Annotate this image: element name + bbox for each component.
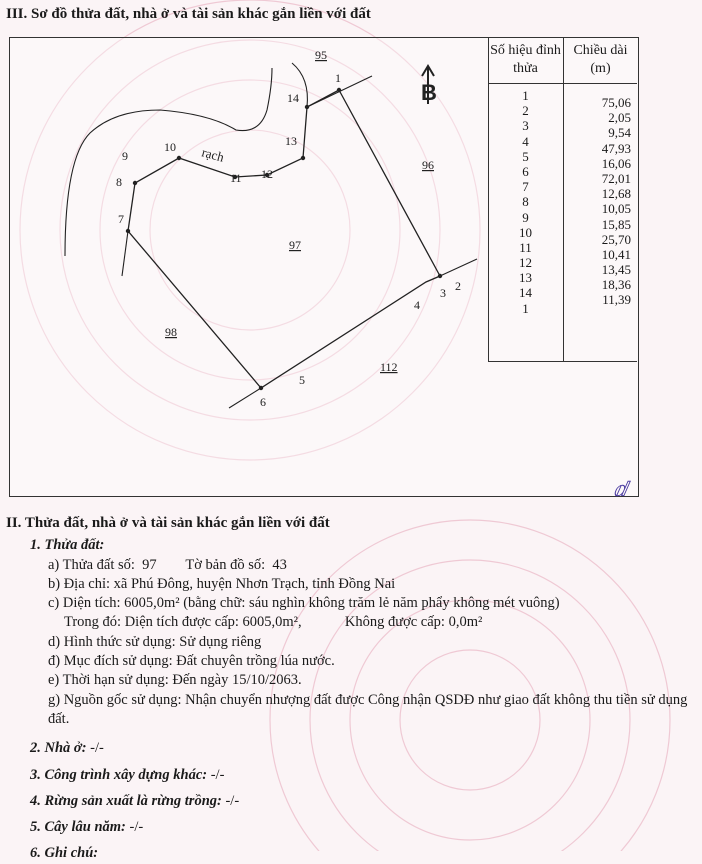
canal-edge-upper [65,68,272,256]
construction-label: 3. Công trình xây dựng khác: [30,766,208,783]
edge-length: 47,93 [601,140,631,156]
perennial-value: -/- [129,819,144,836]
parcel-label-96: 96 [422,158,434,172]
vertex-id: 3 [522,118,529,134]
north-letter: B [421,80,437,105]
initial-signature: ⅆ [613,479,628,501]
vertex-label-1: 1 [335,71,341,85]
origin-row: g) Nguồn gốc sử dụng: Nhận chuyển nhượng đất được Công nhận QSDĐ như giao đất không thu tiền sử dụng đất. [48,691,688,727]
parcel-label-97: 97 [289,238,301,252]
address-row: b) Địa chỉ: xã Phú Đông, huyện Nhơn Trạch, tỉnh Đồng Nai [48,575,396,592]
vertex-label-8: 8 [116,175,122,189]
vertex-id: 2 [522,103,529,119]
table-header-vertex: Số hiệu đỉnh thửa [488,37,564,84]
vertex-label-6: 6 [260,395,266,409]
land-heading: 1. Thửa đất: [30,537,105,554]
edge-length: 15,85 [601,216,631,232]
vertex-id: 4 [522,133,529,149]
section-2-title: II. Thửa đất, nhà ở và tài sản khác gắn liền với đất [6,515,330,531]
vertex-id: 12 [519,255,532,271]
parcel-label-112: 112 [380,360,398,374]
house-row [6,739,696,758]
notes-label: 6. Ghi chú: [30,845,99,862]
vertex-label-5: 5 [299,373,305,387]
construction-row [6,766,696,785]
edge-length-table [488,37,637,362]
parcel-boundary [128,90,440,388]
notes-row [6,844,696,863]
vertex-id: 1 [522,300,529,316]
edge-length: 9,54 [608,125,631,141]
section-3-title: III. Sơ đồ thửa đất, nhà ở và tài sản khác gắn liền với đất [6,6,371,22]
edge-length: 72,01 [601,170,631,186]
area-detail-row [6,613,696,632]
edge-length: 25,70 [601,231,631,247]
construction-value: -/- [210,766,225,783]
boundary-extension-left [122,231,128,276]
vertex-label-4: 4 [414,298,420,312]
canal-label: rạch [200,144,226,165]
parcel-label-98: 98 [165,325,177,339]
length-column [564,95,637,308]
edge-length: 11,39 [602,292,631,308]
vertex-id: 11 [519,239,532,255]
edge-length: 18,36 [601,277,631,293]
table-header-length: Chiều dài (m) [564,37,637,84]
boundary-extension-road [440,259,477,276]
boundary-extension-bottom [229,388,261,408]
house-value: -/- [90,740,104,757]
forest-label: 4. Rừng sản xuất là rừng trồng: [30,792,222,809]
vertex-id: 6 [522,163,529,179]
edge-length: 10,41 [601,246,631,262]
vertex-label-10: 10 [164,140,176,154]
edge-length: 2,05 [608,110,631,126]
granted-area: Trong đó: Diện tích được cấp: 6005,0m², [64,614,302,631]
vertex-label-2: 2 [455,279,461,293]
vertex-label-7: 7 [118,212,124,226]
vertex-label-3: 3 [440,286,446,300]
vertex-id: 13 [519,270,532,286]
vertex-label-14: 14 [287,91,299,105]
vertex-id: 10 [519,224,532,240]
forest-row [6,792,696,811]
section-2 [6,514,696,864]
forest-value: -/- [225,792,240,809]
vertex-label-13: 13 [285,134,297,148]
house-label: 2. Nhà ở: [30,740,87,757]
edge-length: 10,05 [601,201,631,217]
edge-length: 75,06 [601,95,631,110]
edge-length: 16,06 [601,155,631,171]
parcel-number-row: a) Thửa đất số: 97 Tờ bản đồ số: 43 [48,556,287,573]
perennial-row [6,818,696,837]
edge-length: 12,68 [601,186,631,202]
vertex-id: 7 [522,179,529,195]
not-granted-area: Không được cấp: 0,0m² [344,614,483,631]
vertex-id: 1 [522,88,529,103]
vertex-label-11: 11 [230,171,242,185]
usage-term-row: e) Thời hạn sử dụng: Đến ngày 15/10/2063. [48,672,302,689]
plot-diagram-frame [9,37,639,497]
edge-length: 13,45 [601,262,631,278]
vertex-id: 9 [522,209,529,225]
usage-purpose-row: đ) Mục đích sử dụng: Đất chuyên trồng lúa nước. [48,653,335,670]
parcel-label-95: 95 [315,48,327,62]
vertex-id-column [488,88,563,316]
vertex-id: 5 [522,148,529,164]
usage-form-row: d) Hình thức sử dụng: Sử dụng riêng [48,633,262,650]
vertex-label-12: 12 [261,167,273,181]
vertex-id: 8 [522,194,529,210]
perennial-label: 5. Cây lâu năm: [30,819,126,836]
vertex-id: 14 [519,285,532,301]
vertex-label-9: 9 [122,149,128,163]
area-row: c) Diện tích: 6005,0m² (bằng chữ: sáu nghìn không trăm lẻ năm phẩy không mét vuông) [48,595,560,612]
